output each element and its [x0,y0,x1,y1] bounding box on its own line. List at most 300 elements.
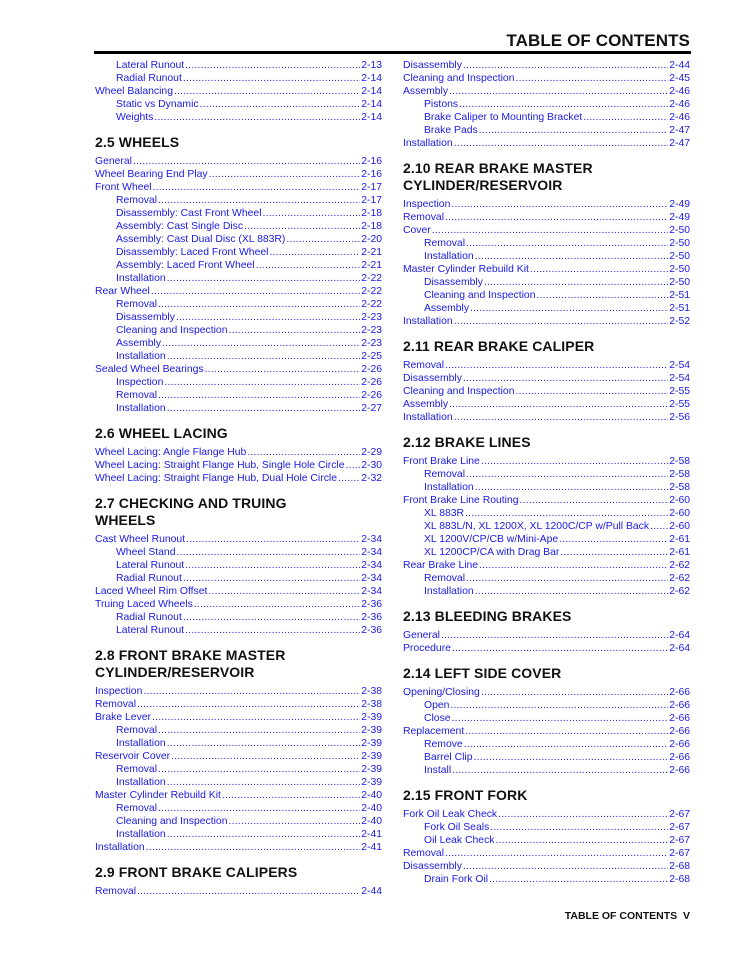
toc-subentry[interactable] [403,533,690,546]
entry-label[interactable]: Installation [403,138,453,149]
entry-page-number[interactable]: 2-66 [669,713,690,724]
entry-page-number[interactable]: 2-67 [669,835,690,846]
entry-page-number[interactable]: 2-46 [669,112,690,123]
toc-entry[interactable] [403,224,690,237]
entry-page-number[interactable]: 2-26 [361,377,382,388]
toc-subentry[interactable] [95,828,382,841]
entry-page-number[interactable]: 2-41 [361,842,382,853]
entry-label[interactable]: Open [424,700,450,711]
toc-entry[interactable] [95,155,382,168]
entry-label[interactable]: Oil Leak Check [424,835,495,846]
toc-subentry[interactable] [95,802,382,815]
entry-label[interactable]: Rear Brake Line [403,560,479,571]
toc-subentry[interactable] [95,311,382,324]
entry-page-number[interactable]: 2-18 [361,221,382,232]
entry-label[interactable]: Procedure [403,643,451,654]
entry-page-number[interactable]: 2-44 [361,886,382,897]
entry-page-number[interactable]: 2-40 [361,790,382,801]
entry-page-number[interactable]: 2-39 [361,751,382,762]
entry-page-number[interactable]: 2-66 [669,765,690,776]
entry-page-number[interactable]: 2-22 [361,286,382,297]
entry-page-number[interactable]: 2-17 [361,195,382,206]
toc-entry[interactable] [403,629,690,642]
entry-page-number[interactable]: 2-14 [361,112,382,123]
toc-entry[interactable] [403,72,690,85]
toc-subentry[interactable] [95,194,382,207]
entry-label[interactable]: Assembly [116,338,162,349]
entry-page-number[interactable]: 2-39 [361,725,382,736]
entry-page-number[interactable]: 2-61 [669,547,690,558]
entry-page-number[interactable]: 2-23 [361,325,382,336]
entry-page-number[interactable]: 2-46 [669,86,690,97]
toc-entry[interactable] [403,315,690,328]
toc-entry[interactable] [403,211,690,224]
toc-subentry[interactable] [403,764,690,777]
entry-label[interactable]: Installation [116,351,166,362]
section-heading[interactable]: 2.13 BLEEDING BRAKES [403,608,572,624]
toc-entry[interactable] [95,598,382,611]
toc-entry[interactable] [403,411,690,424]
section-heading[interactable]: 2.14 LEFT SIDE COVER [403,665,562,681]
entry-label[interactable]: Wheel Stand [116,547,176,558]
entry-page-number[interactable]: 2-68 [669,861,690,872]
toc-entry[interactable] [403,725,690,738]
entry-page-number[interactable]: 2-25 [361,351,382,362]
entry-label[interactable]: Inspection [403,199,451,210]
entry-label[interactable]: XL 1200CP/CA with Drag Bar [424,547,560,558]
entry-page-number[interactable]: 2-40 [361,803,382,814]
toc-subentry[interactable] [95,763,382,776]
toc-subentry[interactable] [403,124,690,137]
entry-label[interactable]: Rear Wheel [95,286,150,297]
entry-page-number[interactable]: 2-26 [361,390,382,401]
entry-page-number[interactable]: 2-23 [361,312,382,323]
entry-page-number[interactable]: 2-62 [669,560,690,571]
toc-entry[interactable] [403,85,690,98]
entry-label[interactable]: Wheel Balancing [95,86,173,97]
toc-subentry[interactable] [403,98,690,111]
entry-label[interactable]: Wheel Lacing: Straight Flange Hub, Single Hole Circle [95,460,345,471]
entry-page-number[interactable]: 2-34 [361,573,382,584]
entry-label[interactable]: Disassembly [116,312,175,323]
entry-label[interactable]: Replacement [403,726,465,737]
toc-subentry[interactable] [95,559,382,572]
section-heading[interactable]: 2.11 REAR BRAKE CALIPER [403,338,595,354]
entry-page-number[interactable]: 2-39 [361,738,382,749]
toc-subentry[interactable] [403,699,690,712]
entry-page-number[interactable]: 2-54 [669,360,690,371]
section-heading[interactable]: 2.15 FRONT FORK [403,787,528,803]
toc-entry[interactable] [403,808,690,821]
entry-page-number[interactable]: 2-61 [669,534,690,545]
toc-subentry[interactable] [95,350,382,363]
entry-page-number[interactable]: 2-16 [361,156,382,167]
entry-page-number[interactable]: 2-50 [669,277,690,288]
entry-label[interactable]: Removal [403,212,444,223]
toc-entry[interactable] [403,686,690,699]
entry-page-number[interactable]: 2-51 [669,290,690,301]
entry-page-number[interactable]: 2-39 [361,777,382,788]
toc-entry[interactable] [95,885,382,898]
entry-page-number[interactable]: 2-38 [361,686,382,697]
entry-label[interactable]: Removal [116,195,157,206]
entry-page-number[interactable]: 2-62 [669,573,690,584]
section-heading[interactable]: 2.9 FRONT BRAKE CALIPERS [95,864,298,880]
entry-label[interactable]: Disassembly [403,861,462,872]
entry-page-number[interactable]: 2-14 [361,73,382,84]
entry-label[interactable]: Front Wheel [95,182,152,193]
entry-label[interactable]: Assembly [424,303,470,314]
toc-entry[interactable] [403,398,690,411]
entry-label[interactable]: Brake Caliper to Mounting Bracket [424,112,583,123]
toc-subentry[interactable] [403,468,690,481]
entry-label[interactable]: Inspection [95,686,143,697]
entry-label[interactable]: Removal [116,299,157,310]
entry-label[interactable]: Radial Runout [116,573,182,584]
toc-entry[interactable] [403,263,690,276]
toc-entry[interactable] [403,847,690,860]
entry-page-number[interactable]: 2-55 [669,386,690,397]
entry-label[interactable]: Wheel Lacing: Angle Flange Hub [95,447,247,458]
entry-page-number[interactable]: 2-16 [361,169,382,180]
entry-page-number[interactable]: 2-50 [669,225,690,236]
toc-subentry[interactable] [403,302,690,315]
entry-page-number[interactable]: 2-34 [361,586,382,597]
toc-subentry[interactable] [403,289,690,302]
entry-label[interactable]: Disassembly: Laced Front Wheel [116,247,269,258]
entry-label[interactable]: Front Brake Line Routing [403,495,519,506]
entry-page-number[interactable]: 2-36 [361,612,382,623]
entry-label[interactable]: Cleaning and Inspection [403,73,515,84]
entry-page-number[interactable]: 2-55 [669,399,690,410]
entry-label[interactable]: Removal [424,238,465,249]
toc-subentry[interactable] [403,520,690,533]
entry-label[interactable]: Installation [424,251,474,262]
entry-page-number[interactable]: 2-47 [669,125,690,136]
entry-label[interactable]: Assembly: Cast Dual Disc (XL 883R) [116,234,286,245]
entry-label[interactable]: Truing Laced Wheels [95,599,193,610]
toc-entry[interactable] [95,363,382,376]
entry-label[interactable]: Removal [403,360,444,371]
toc-subentry[interactable] [95,233,382,246]
entry-label[interactable]: Brake Lever [95,712,152,723]
toc-subentry[interactable] [95,572,382,585]
toc-subentry[interactable] [95,389,382,402]
entry-label[interactable]: Installation [116,777,166,788]
entry-page-number[interactable]: 2-60 [669,521,690,532]
entry-page-number[interactable]: 2-38 [361,699,382,710]
toc-subentry[interactable] [95,220,382,233]
entry-page-number[interactable]: 2-64 [669,643,690,654]
toc-subentry[interactable] [403,237,690,250]
entry-page-number[interactable]: 2-30 [361,460,382,471]
entry-label[interactable]: Master Cylinder Rebuild Kit [403,264,529,275]
toc-entry[interactable] [95,585,382,598]
entry-label[interactable]: Installation [95,842,145,853]
toc-entry[interactable] [95,459,382,472]
entry-page-number[interactable]: 2-66 [669,739,690,750]
entry-label[interactable]: Static vs Dynamic [116,99,199,110]
entry-label[interactable]: Lateral Runout [116,60,185,71]
entry-page-number[interactable]: 2-39 [361,712,382,723]
toc-subentry[interactable] [403,111,690,124]
entry-page-number[interactable]: 2-29 [361,447,382,458]
entry-label[interactable]: Drain Fork Oil [424,874,489,885]
entry-label[interactable]: Assembly: Laced Front Wheel [116,260,255,271]
entry-label[interactable]: Lateral Runout [116,560,185,571]
entry-page-number[interactable]: 2-22 [361,273,382,284]
toc-subentry[interactable] [403,546,690,559]
toc-subentry[interactable] [95,546,382,559]
toc-entry[interactable] [95,168,382,181]
toc-subentry[interactable] [403,276,690,289]
entry-page-number[interactable]: 2-45 [669,73,690,84]
entry-label[interactable]: Cleaning and Inspection [116,325,228,336]
entry-label[interactable]: Master Cylinder Rebuild Kit [95,790,221,801]
entry-page-number[interactable]: 2-34 [361,547,382,558]
toc-subentry[interactable] [403,821,690,834]
toc-subentry[interactable] [95,611,382,624]
toc-subentry[interactable] [403,834,690,847]
toc-subentry[interactable] [95,815,382,828]
entry-page-number[interactable]: 2-52 [669,316,690,327]
entry-label[interactable]: General [95,156,132,167]
entry-page-number[interactable]: 2-58 [669,482,690,493]
section-heading[interactable]: 2.8 FRONT BRAKE MASTER CYLINDER/RESERVOIR [95,647,286,680]
entry-page-number[interactable]: 2-40 [361,816,382,827]
toc-subentry[interactable] [95,324,382,337]
entry-label[interactable]: XL 883L/N, XL 1200X, XL 1200C/CP w/Pull Back [424,521,650,532]
entry-label[interactable]: Assembly [403,399,449,410]
entry-page-number[interactable]: 2-67 [669,822,690,833]
entry-label[interactable]: Installation [116,738,166,749]
toc-entry[interactable] [95,446,382,459]
entry-page-number[interactable]: 2-60 [669,508,690,519]
toc-entry[interactable] [95,181,382,194]
entry-page-number[interactable]: 2-67 [669,809,690,820]
entry-label[interactable]: Installation [116,403,166,414]
entry-page-number[interactable]: 2-56 [669,412,690,423]
entry-label[interactable]: Removal [403,848,444,859]
entry-page-number[interactable]: 2-66 [669,700,690,711]
entry-page-number[interactable]: 2-18 [361,208,382,219]
toc-subentry[interactable] [403,712,690,725]
toc-subentry[interactable] [95,376,382,389]
toc-subentry[interactable] [403,481,690,494]
toc-subentry[interactable] [95,207,382,220]
toc-subentry[interactable] [95,337,382,350]
toc-entry[interactable] [403,372,690,385]
section-heading[interactable]: 2.10 REAR BRAKE MASTER CYLINDER/RESERVOIR [403,160,593,193]
toc-subentry[interactable] [95,98,382,111]
entry-page-number[interactable]: 2-26 [361,364,382,375]
toc-entry[interactable] [403,385,690,398]
entry-label[interactable]: Lateral Runout [116,625,185,636]
entry-label[interactable]: Close [424,713,451,724]
entry-label[interactable]: Wheel Bearing End Play [95,169,208,180]
toc-entry[interactable] [403,59,690,72]
entry-page-number[interactable]: 2-60 [669,495,690,506]
entry-page-number[interactable]: 2-41 [361,829,382,840]
entry-page-number[interactable]: 2-21 [361,247,382,258]
toc-entry[interactable] [95,789,382,802]
entry-label[interactable]: Assembly: Cast Single Disc [116,221,244,232]
entry-label[interactable]: Front Brake Line [403,456,480,467]
toc-subentry[interactable] [95,111,382,124]
entry-label[interactable]: Removal [95,699,136,710]
entry-page-number[interactable]: 2-50 [669,238,690,249]
entry-page-number[interactable]: 2-51 [669,303,690,314]
entry-label[interactable]: Installation [424,482,474,493]
entry-label[interactable]: Removal [116,803,157,814]
toc-subentry[interactable] [403,873,690,886]
entry-label[interactable]: Fork Oil Seals [424,822,490,833]
toc-subentry[interactable] [403,751,690,764]
entry-page-number[interactable]: 2-27 [361,403,382,414]
toc-subentry[interactable] [403,572,690,585]
entry-label[interactable]: Assembly [403,86,449,97]
entry-page-number[interactable]: 2-34 [361,560,382,571]
toc-entry[interactable] [403,642,690,655]
toc-subentry[interactable] [403,507,690,520]
toc-entry[interactable] [403,137,690,150]
toc-subentry[interactable] [403,250,690,263]
toc-subentry[interactable] [95,776,382,789]
entry-page-number[interactable]: 2-22 [361,299,382,310]
section-heading[interactable]: 2.5 WHEELS [95,134,180,150]
entry-label[interactable]: Removal [116,764,157,775]
entry-label[interactable]: General [403,630,440,641]
entry-page-number[interactable]: 2-17 [361,182,382,193]
entry-page-number[interactable]: 2-47 [669,138,690,149]
toc-subentry[interactable] [403,738,690,751]
entry-page-number[interactable]: 2-14 [361,86,382,97]
entry-page-number[interactable]: 2-50 [669,251,690,262]
entry-label[interactable]: Installation [116,273,166,284]
entry-label[interactable]: Removal [424,469,465,480]
toc-entry[interactable] [95,841,382,854]
entry-page-number[interactable]: 2-50 [669,264,690,275]
entry-page-number[interactable]: 2-62 [669,586,690,597]
entry-label[interactable]: Fork Oil Leak Check [403,809,498,820]
entry-label[interactable]: Disassembly: Cast Front Wheel [116,208,262,219]
entry-label[interactable]: Removal [116,725,157,736]
entry-label[interactable]: Opening/Closing [403,687,480,698]
entry-label[interactable]: XL 1200V/CP/CB w/Mini-Ape [424,534,559,545]
entry-label[interactable]: Removal [95,886,136,897]
section-heading[interactable]: 2.6 WHEEL LACING [95,425,228,441]
entry-page-number[interactable]: 2-44 [669,60,690,71]
toc-entry[interactable] [403,860,690,873]
entry-page-number[interactable]: 2-54 [669,373,690,384]
section-heading[interactable]: 2.12 BRAKE LINES [403,434,531,450]
toc-subentry[interactable] [95,72,382,85]
toc-entry[interactable] [95,750,382,763]
toc-entry[interactable] [403,198,690,211]
entry-page-number[interactable]: 2-64 [669,630,690,641]
entry-label[interactable]: Install [424,765,452,776]
entry-page-number[interactable]: 2-68 [669,874,690,885]
toc-subentry[interactable] [95,737,382,750]
entry-label[interactable]: Disassembly [403,373,462,384]
entry-label[interactable]: Laced Wheel Rim Offset [95,586,208,597]
entry-label[interactable]: Cleaning and Inspection [116,816,228,827]
section-heading[interactable]: 2.7 CHECKING AND TRUING WHEELS [95,495,287,528]
toc-entry[interactable] [403,359,690,372]
entry-page-number[interactable]: 2-36 [361,599,382,610]
entry-label[interactable]: Installation [403,316,453,327]
toc-entry[interactable] [95,533,382,546]
entry-label[interactable]: Remove [424,739,463,750]
entry-page-number[interactable]: 2-39 [361,764,382,775]
entry-label[interactable]: Installation [424,586,474,597]
entry-label[interactable]: Wheel Lacing: Straight Flange Hub, Dual Hole Circle [95,473,337,484]
entry-page-number[interactable]: 2-58 [669,469,690,480]
toc-subentry[interactable] [95,402,382,415]
entry-label[interactable]: Inspection [116,377,164,388]
entry-label[interactable]: Cast Wheel Runout [95,534,186,545]
toc-entry[interactable] [95,85,382,98]
toc-subentry[interactable] [95,272,382,285]
toc-entry[interactable] [403,494,690,507]
entry-label[interactable]: Radial Runout [116,73,182,84]
entry-label[interactable]: Cleaning and Inspection [403,386,515,397]
entry-label[interactable]: Installation [116,829,166,840]
entry-label[interactable]: Cleaning and Inspection [424,290,536,301]
entry-label[interactable]: Removal [424,573,465,584]
entry-page-number[interactable]: 2-13 [361,60,382,71]
entry-label[interactable]: Removal [116,390,157,401]
entry-page-number[interactable]: 2-46 [669,99,690,110]
entry-label[interactable]: Brake Pads [424,125,478,136]
entry-label[interactable]: Installation [403,412,453,423]
entry-page-number[interactable]: 2-14 [361,99,382,110]
entry-label[interactable]: Disassembly [403,60,462,71]
toc-subentry[interactable] [95,59,382,72]
toc-entry[interactable] [95,711,382,724]
entry-page-number[interactable]: 2-34 [361,534,382,545]
entry-label[interactable]: Radial Runout [116,612,182,623]
entry-page-number[interactable]: 2-21 [361,260,382,271]
entry-page-number[interactable]: 2-66 [669,752,690,763]
entry-label[interactable]: Sealed Wheel Bearings [95,364,204,375]
entry-page-number[interactable]: 2-32 [361,473,382,484]
toc-subentry[interactable] [95,624,382,637]
entry-page-number[interactable]: 2-36 [361,625,382,636]
toc-entry[interactable] [95,698,382,711]
toc-subentry[interactable] [95,298,382,311]
entry-label[interactable]: Cover [403,225,431,236]
toc-entry[interactable] [403,455,690,468]
toc-subentry[interactable] [403,585,690,598]
entry-page-number[interactable]: 2-23 [361,338,382,349]
entry-page-number[interactable]: 2-20 [361,234,382,245]
entry-page-number[interactable]: 2-58 [669,456,690,467]
entry-page-number[interactable]: 2-67 [669,848,690,859]
entry-label[interactable]: XL 883R [424,508,465,519]
entry-page-number[interactable]: 2-49 [669,199,690,210]
entry-label[interactable]: Reservoir Cover [95,751,171,762]
entry-label[interactable]: Barrel Clip [424,752,473,763]
entry-label[interactable]: Pistons [424,99,459,110]
toc-subentry[interactable] [95,259,382,272]
entry-page-number[interactable]: 2-49 [669,212,690,223]
toc-entry[interactable] [95,685,382,698]
entry-page-number[interactable]: 2-66 [669,726,690,737]
toc-entry[interactable] [403,559,690,572]
toc-subentry[interactable] [95,724,382,737]
entry-label[interactable]: Disassembly [424,277,483,288]
